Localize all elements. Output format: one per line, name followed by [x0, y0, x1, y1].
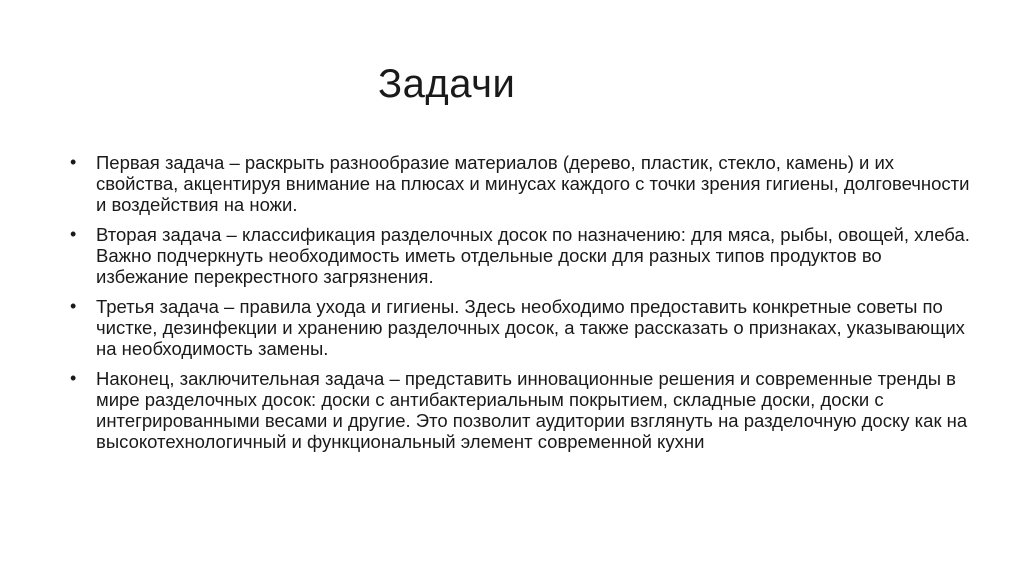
bullet-dot-icon: • [70, 152, 77, 172]
bullet-text: Третья задача – правила ухода и гигиены. Здесь необходимо предоставить конкретные советы по чистке, дезинфекции и хранению разделочных досок, а также рассказать о признаках, указывающих на необходимость замены. [96, 296, 965, 359]
bullet-item [70, 296, 970, 359]
bullet-text: Вторая задача – классификация разделочных досок по назначению: для мяса, рыбы, овощей, хлеба. Важно подчеркнуть необходимость иметь отдельные доски для разных типов продуктов во избежание перекрестного загрязнения. [96, 224, 970, 287]
bullet-text: Первая задача – раскрыть разнообразие материалов (дерево, пластик, стекло, камень) и их свойства, акцентируя внимание на плюсах и минусах каждого с точки зрения гигиены, долговечности и воздействия на ножи. [96, 152, 970, 215]
bullet-item [70, 224, 970, 287]
bullet-dot-icon: • [70, 368, 77, 388]
bullet-text: Наконец, заключительная задача – представить инновационные решения и современные тренды в мире разделочных досок: доски с антибактериальным покрытием, складные доски, доски с интегрированными весами и другие. Это позволит аудитории взглянуть на разделочную доску как на высокотехнологичный и функциональный элемент современной кухни [96, 368, 968, 452]
slide-title: Задачи [378, 62, 516, 106]
bullet-item [70, 152, 970, 215]
bullet-dot-icon: • [70, 296, 77, 316]
bullet-item [70, 368, 970, 452]
bullet-list [70, 152, 970, 461]
bullet-dot-icon: • [70, 224, 77, 244]
